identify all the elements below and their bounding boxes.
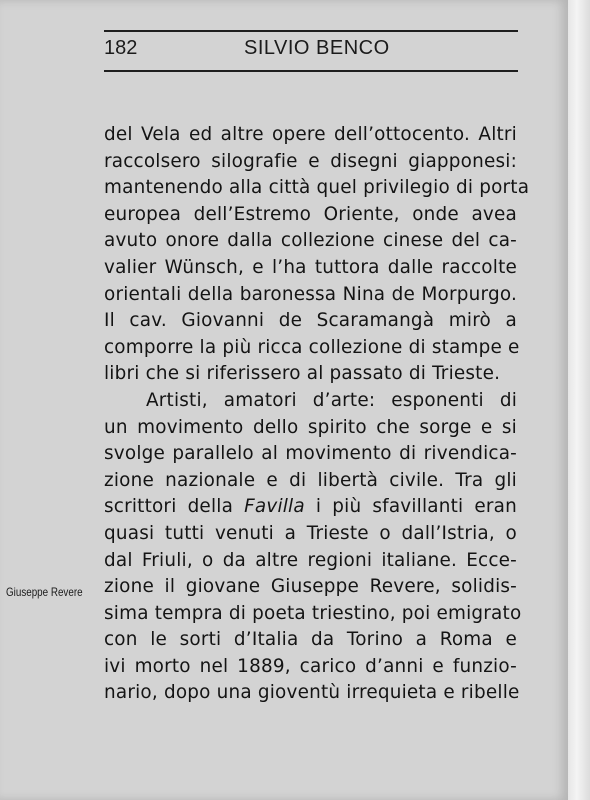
body-text [104,122,530,707]
text-line: dal Friuli, o da altre regioni italiane. Ecce- [104,549,517,571]
journal-title: Favilla [244,496,305,518]
page-edge [568,0,590,800]
text-line: Il cav. Giovanni de Scaramangà mirò a [104,310,517,332]
margin-note: Giuseppe Revere [6,585,83,599]
text-line: ivi morto nel 1889, carico d’anni e funzio- [104,655,517,677]
text-line: un movimento dello spirito che sorge e si [104,416,517,438]
running-head: SILVIO BENCO [244,37,390,59]
text-line: con le sorti d’Italia da Torino a Roma e [104,629,517,651]
text-line: raccolsero silografie e disegni giapponesi: [104,150,517,172]
header-bottom-rule [104,70,518,72]
text-line: svolge parallelo al movimento di rivendica- [104,443,517,465]
text-line: avuto onore dalla collezione cinese del ca- [104,230,517,252]
text-run: i più sfavillanti eran [304,496,518,518]
text-line: valier Wünsch, e l’ha tuttora dalle raccolte [104,256,517,278]
text-line: zione il giovane Giuseppe Revere, solidis- [104,576,517,598]
text-line: Artisti, amatori d’arte: esponenti di [146,389,517,411]
text-line: orientali della baronessa Nina de Morpurgo. [104,283,517,305]
text-line: nario, dopo una gioventù irrequieta e ribelle [104,682,520,704]
text-line: europea dell’Estremo Oriente, onde avea [104,203,517,225]
text-run: scrittori della [104,496,245,518]
text-line: comporre la più ricca collezione di stampe e [104,336,520,358]
text-line: del Vela ed altre opere dell’ottocento. Altri [104,124,517,145]
text-line: zione nazionale e di libertà civile. Tra gli [104,469,517,491]
text-line: sima tempra di poeta triestino, poi emigrato [104,602,522,624]
text-line [104,494,517,521]
text-line: mantenendo alla città quel privilegio di porta [104,177,530,199]
page-number: 182 [104,37,138,59]
text-line: quasi tutti venuti a Trieste o dall’Istria, o [104,522,517,544]
text-line: libri che si riferissero al passato di Trieste. [104,363,501,385]
header-top-rule [104,30,518,32]
